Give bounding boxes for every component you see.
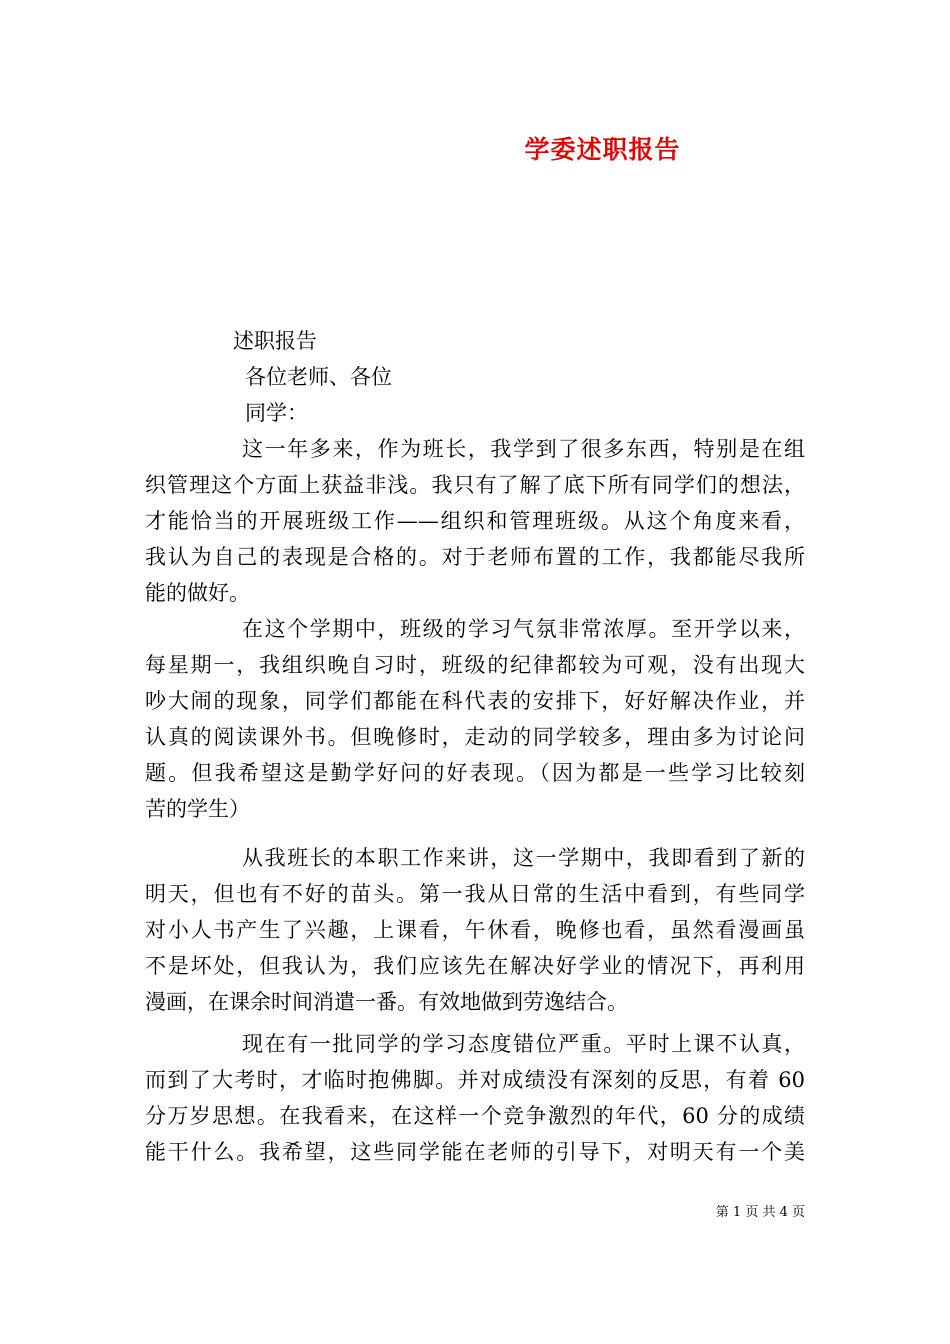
paragraph-3-line-2: 明天，但也有不好的苗头。第一我从日常的生活中看到，有些同学 <box>145 882 805 906</box>
salutation-line-1: 各位老师、各位 <box>245 365 392 389</box>
page-number-footer: 第 1 页 共 4 页 <box>715 1205 805 1220</box>
paragraph-4-line-2: 而到了大考时，才临时抱佛脚。并对成绩没有深刻的反思，有着 60 <box>145 1068 805 1092</box>
paragraph-3-line-4: 不是坏处，但我认为，我们应该先在解决好学业的情况下，再利用 <box>145 954 805 978</box>
paragraph-2-line-2: 每星期一，我组织晚自习时，班级的纪律都较为可观，没有出现大 <box>145 653 805 677</box>
paragraph-3-line-3: 对小人书产生了兴趣，上课看，午休看，晚修也看，虽然看漫画虽 <box>145 918 805 942</box>
paragraph-2-line-1: 在这个学期中，班级的学习气氛非常浓厚。至开学以来， <box>242 617 805 641</box>
paragraph-2-line-5: 题。但我希望这是勤学好问的好表现。（因为都是一些学习比较刻 <box>145 761 805 785</box>
paragraph-1-line-4: 我认为自己的表现是合格的。对于老师布置的工作，我都能尽我所 <box>145 545 805 569</box>
paragraph-4-line-3: 分万岁思想。在我看来，在这样一个竞争激烈的年代，60 分的成绩 <box>145 1104 805 1128</box>
heading-text: 述职报告 <box>233 329 317 353</box>
paragraph-4-line-4: 能干什么。我希望，这些同学能在老师的引导下，对明天有一个美 <box>145 1140 805 1164</box>
salutation-line-2: 同学： <box>245 401 308 425</box>
paragraph-1-line-2: 织管理这个方面上获益非浅。我只有了解了底下所有同学们的想法， <box>145 473 805 497</box>
paragraph-3-line-1: 从我班长的本职工作来讲，这一学期中，我即看到了新的 <box>242 846 805 870</box>
paragraph-1-line-1: 这一年多来，作为班长，我学到了很多东西，特别是在组 <box>242 437 805 461</box>
paragraph-2-line-6: 苦的学生） <box>145 797 250 821</box>
paragraph-2-line-4: 认真的阅读课外书。但晚修时，走动的同学较多，理由多为讨论问 <box>145 725 805 749</box>
paragraph-4-line-1: 现在有一批同学的学习态度错位严重。平时上课不认真， <box>242 1032 805 1056</box>
paragraph-3-line-5: 漫画，在课余时间消遣一番。有效地做到劳逸结合。 <box>145 990 628 1014</box>
paragraph-1-line-5: 能的做好。 <box>145 581 250 605</box>
paragraph-2-line-3: 吵大闹的现象，同学们都能在科代表的安排下，好好解决作业，并 <box>145 689 805 713</box>
paragraph-1-line-3: 才能恰当的开展班级工作——组织和管理班级。从这个角度来看， <box>145 509 805 533</box>
document-title: 学委述职报告 <box>524 135 681 164</box>
